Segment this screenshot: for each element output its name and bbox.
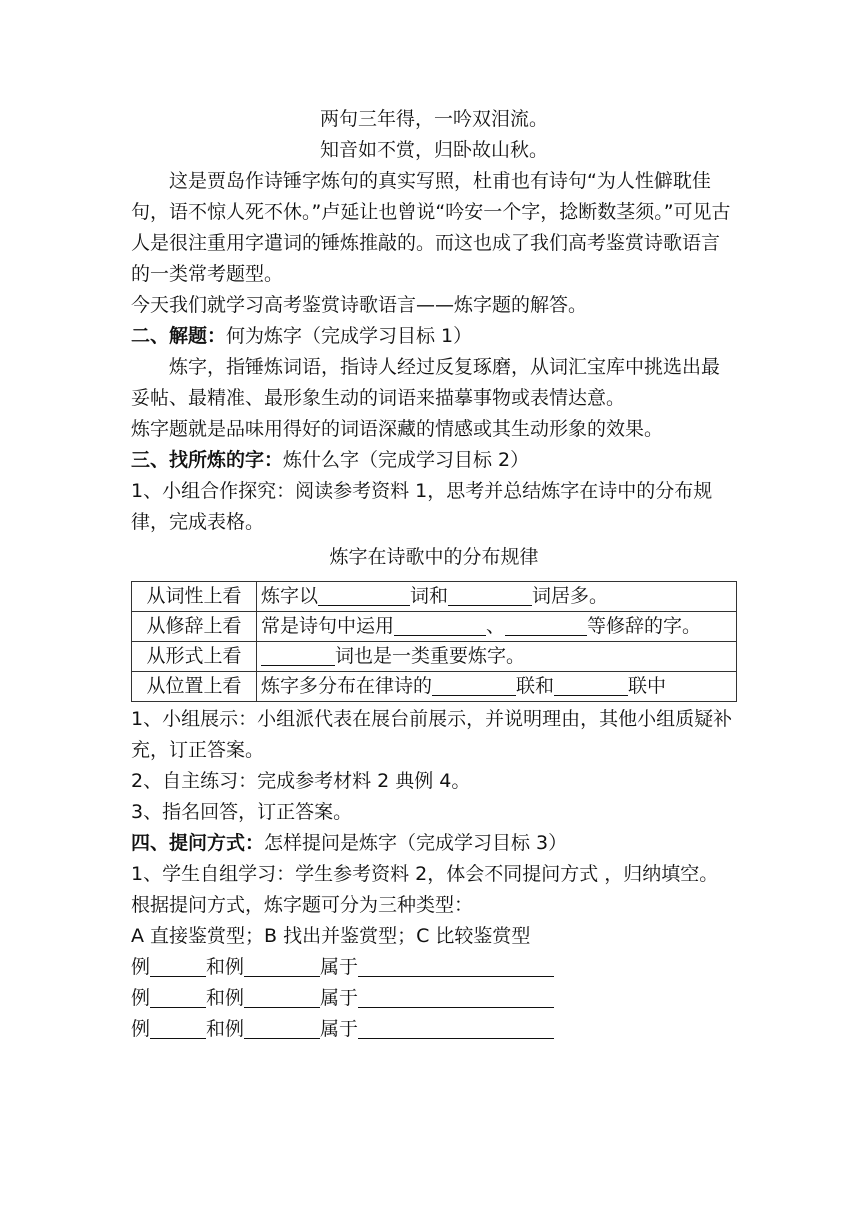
- fill-blank[interactable]: [150, 985, 206, 1008]
- section-2-paragraph-2: 炼字题就是品味用得好的词语深藏的情感或其生动形象的效果。: [131, 418, 664, 440]
- row-head: 从修辞上看: [132, 612, 257, 642]
- intro-paragraph: 这是贾岛作诗锤字炼句的真实写照，杜甫也有诗句“为人性僻耽佳句，语不惊人死不休。”卢延让也曾说“吟安一个字，捻断数茎须。”可见古人是很注重用字遣词的锤炼推敲的。而这也成了我们高考鉴赏诗歌语言的一类常考题型。: [131, 170, 731, 285]
- section-2-subtitle: 何为炼字（完成学习目标 1）: [226, 325, 473, 347]
- row-content: 常是诗句中运用 、 等修辞的字。: [257, 612, 737, 642]
- fill-line: 例 和例 属于: [131, 983, 737, 1014]
- row-content: 炼字多分布在律诗的 联和 联中: [257, 672, 737, 702]
- fill-blank[interactable]: [358, 985, 554, 1008]
- fill-line: 例 和例 属于: [131, 1014, 737, 1045]
- table-row: [132, 672, 737, 702]
- fill-blank[interactable]: [150, 954, 206, 977]
- poem-line-2: 知音如不赏，归卧故山秋。: [319, 139, 548, 161]
- section-3-item-1: 1、小组合作探究：阅读参考资料 1，思考并总结炼字在诗中的分布规律，完成表格。: [131, 480, 713, 533]
- table-row: [132, 612, 737, 642]
- fill-blank[interactable]: [244, 985, 320, 1008]
- fill-blank[interactable]: [150, 1016, 206, 1039]
- section-4-heading-line: [131, 828, 737, 859]
- fill-line: 例 和例 属于: [131, 952, 737, 983]
- fill-blank[interactable]: [244, 1016, 320, 1039]
- section-3-item-2: 1、小组展示：小组派代表在展台前展示，并说明理由，其他小组质疑补充，订正答案。: [131, 708, 733, 761]
- distribution-table: [131, 581, 737, 702]
- fill-blank[interactable]: [448, 583, 532, 606]
- fill-blank[interactable]: [432, 673, 516, 696]
- table-title: 炼字在诗歌中的分布规律: [329, 546, 539, 568]
- row-head: 从形式上看: [132, 642, 257, 672]
- table-row: [132, 642, 737, 672]
- section-4-item-1: 1、学生自组学习：学生参考资料 2，体会不同提问方式 ，归纳填空。: [131, 863, 719, 885]
- fill-blank[interactable]: [394, 613, 486, 636]
- section-4-line-3: A 直接鉴赏型；B 找出并鉴赏型；C 比较鉴赏型: [131, 925, 531, 947]
- section-2-paragraph-1: 炼字，指锤炼词语，指诗人经过反复琢磨，从词汇宝库中挑选出最妥帖、最精准、最形象生动的词语来描摹事物或表情达意。: [131, 356, 721, 409]
- section-4-line-2: 根据提问方式，炼字题可分为三种类型：: [131, 894, 474, 916]
- section-3-item-4: 3、指名回答，订正答案。: [131, 801, 353, 823]
- fill-blank[interactable]: [358, 954, 554, 977]
- section-3-heading: 三、找所炼的字：: [131, 449, 284, 471]
- intro-statement: 今天我们就学习高考鉴赏诗歌语言——炼字题的解答。: [131, 294, 588, 316]
- section-3-subtitle: 炼什么字（完成学习目标 2）: [283, 449, 530, 471]
- section-3-heading-line: [131, 445, 737, 476]
- fill-blank[interactable]: [318, 583, 410, 606]
- section-4-heading: 四、提问方式：: [131, 832, 265, 854]
- row-content: 炼字以 词和 词居多。: [257, 582, 737, 612]
- fill-blank[interactable]: [505, 613, 587, 636]
- row-content: 词也是一类重要炼字。: [257, 642, 737, 672]
- table-row: [132, 582, 737, 612]
- section-3-item-3: 2、自主练习：完成参考材料 2 典例 4。: [131, 770, 471, 792]
- row-head: 从词性上看: [132, 582, 257, 612]
- poem-line-1: 两句三年得，一吟双泪流。: [319, 108, 548, 130]
- section-4-subtitle: 怎样提问是炼字（完成学习目标 3）: [264, 832, 568, 854]
- fill-blank[interactable]: [244, 954, 320, 977]
- section-2-heading-line: [131, 321, 737, 352]
- document-page: [131, 104, 737, 1045]
- row-head: 从位置上看: [132, 672, 257, 702]
- section-2-heading: 二、解题：: [131, 325, 227, 347]
- fill-blank[interactable]: [554, 673, 628, 696]
- fill-blank[interactable]: [358, 1016, 554, 1039]
- fill-blank[interactable]: [261, 643, 335, 666]
